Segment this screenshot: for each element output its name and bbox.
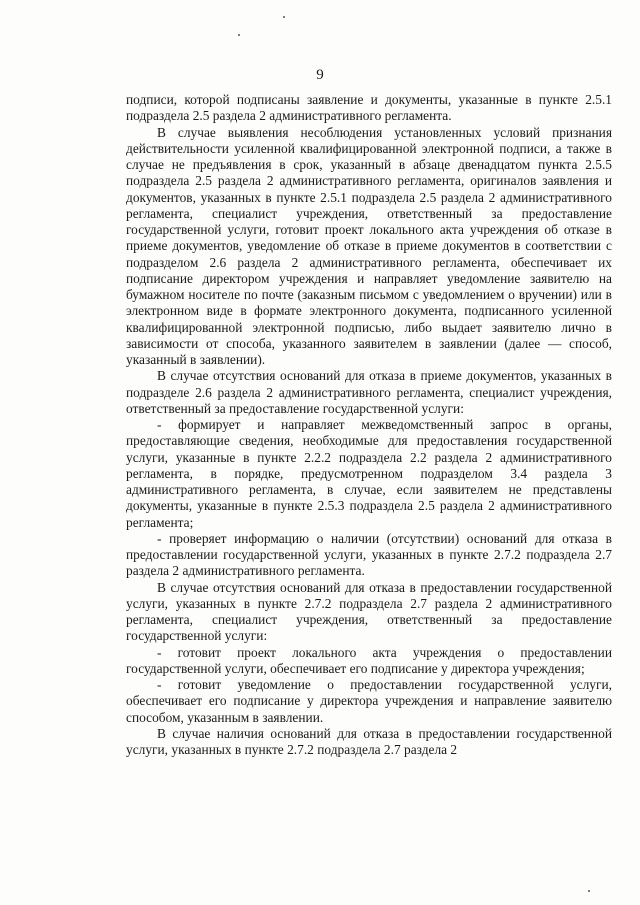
list-item: - проверяет информацию о наличии (отсутствии) оснований для отказа в предоставлении государственной услуги, указанных в пункте 2.7.2 подраздела 2.7 раздела 2 административного регламента. xyxy=(126,530,612,579)
paragraph: В случае отсутствия оснований для отказа в приеме документов, указанных в подразделе 2.6 раздела 2 административного регламента, специалист учреждения, ответственный за предоставление государственной услуги: xyxy=(126,368,612,416)
list-item: - готовит уведомление о предоставлении государственной услуги, обеспечивает его подписание у директора учреждения и направление заявителю способом, указанным в заявлении. xyxy=(126,677,612,725)
document-body xyxy=(126,92,612,758)
scan-speck xyxy=(238,34,240,36)
scan-speck xyxy=(588,890,590,892)
page-number: 9 xyxy=(316,67,324,83)
paragraph: В случае отсутствия оснований для отказа в предоставлении государственной услуги, указанных в пункте 2.7.2 подраздела 2.7 раздела 2 административного регламента, специалист учреждения, ответственный за предоставление государственной услуги: xyxy=(126,579,612,644)
list-item: - готовит проект локального акта учреждения о предоставлении государственной услуги, обеспечивает его подписание у директора учреждения; xyxy=(126,644,612,676)
list-item: - формирует и направляет межведомственный запрос в органы, предоставляющие сведения, необходимые для предоставления государственной услуги, указанные в пункте 2.2.2 подраздела 2.2 раздела 2 административного регламента, в порядке, предусмотренном подразделом 3.4 раздела 3 административного регламента, в случае, если заявителем не представлены документы, указанные в пункте 2.5.3 подраздела 2.5 раздела 2 административного регламента; xyxy=(126,417,612,530)
paragraph-continuation: подписи, которой подписаны заявление и документы, указанные в пункте 2.5.1 подраздела 2.5 раздела 2 административного регламента. xyxy=(126,92,612,124)
scan-speck xyxy=(283,16,285,18)
paragraph: В случае выявления несоблюдения установленных условий признания действительности усиленной квалифицированной электронной подписи, а также в случае не предъявления в срок, указанный в абзаце двенадцатом пункта 2.5.5 подраздела 2.5 раздела 2 административного регламента, оригиналов заявления и документов, указанных в пункте 2.5.1 подраздела 2.5 раздела 2 административного регламента, специалист учреждения, ответственный за предоставление государственной услуги, готовит проект локального акта учреждения об отказе в приеме документов, уведомление об отказе в приеме документов в соответствии с подразделом 2.6 раздела 2 административного регламента, обеспечивает их подписание директором учреждения и направляет уведомление заявителю на бумажном носителе по почте (заказным письмом с уведомлением о вручении) или в электронном виде в формате электронного документа, подписанного усиленной квалифицированной электронной подписью, либо выдает заявителю лично в зависимости от способа, указанного заявителем в заявлении (далее — способ, указанный в заявлении). xyxy=(126,124,612,367)
paragraph: В случае наличия оснований для отказа в предоставлении государственной услуги, указанных в пункте 2.7.2 подраздела 2.7 раздела 2 xyxy=(126,725,612,757)
